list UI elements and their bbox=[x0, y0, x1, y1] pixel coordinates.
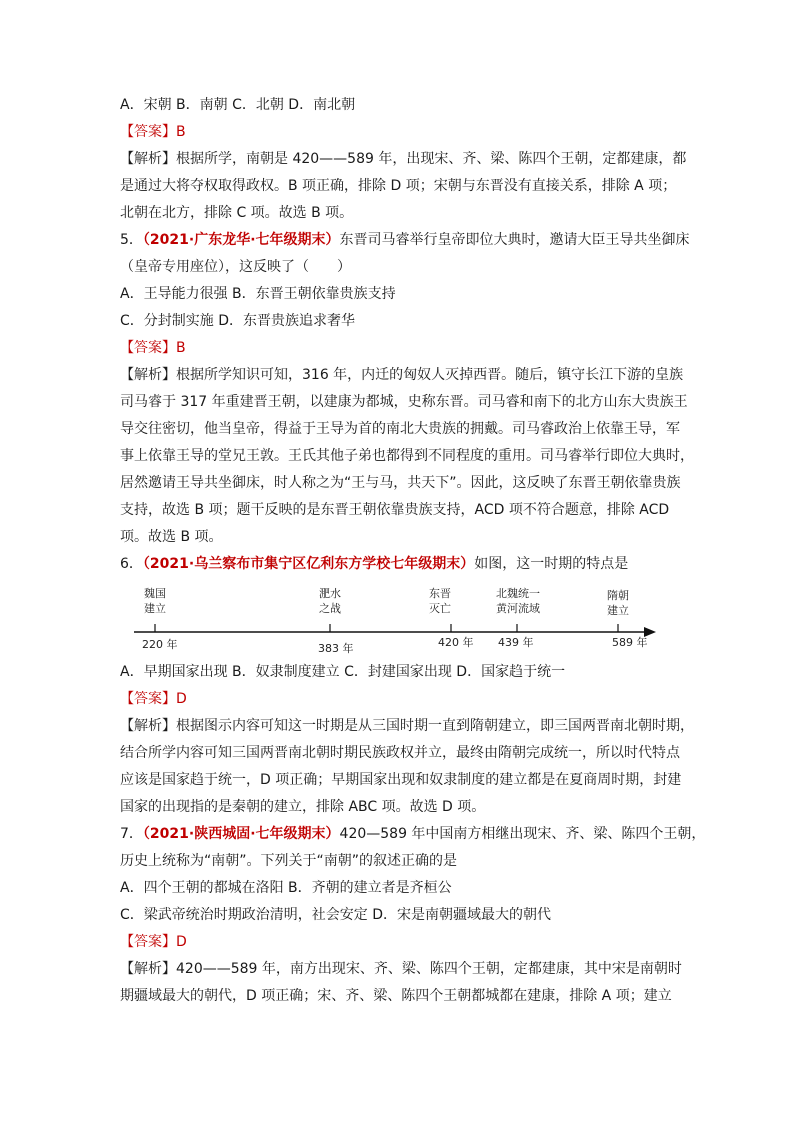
q5-answer: 【答案】B bbox=[120, 340, 186, 356]
event-4-line-2: 黄河流域 bbox=[496, 602, 540, 615]
q7-answer: 【答案】D bbox=[120, 934, 187, 950]
timeline-year-3: 420 年 bbox=[438, 636, 474, 649]
event-2-line-1: 淝水 bbox=[319, 587, 341, 600]
q7-analysis-line-1: 【解析】420——589 年，南方出现宋、齐、梁、陈四个王朝，定都建康，其中宋是南朝时 bbox=[120, 961, 682, 977]
timeline-event-3 bbox=[420, 586, 460, 616]
q7-stem-line-2: 历史上统称为“南朝”。下列关于“南朝”的叙述正确的是 bbox=[120, 853, 458, 869]
q7-options-line-2: C．梁武帝统治时期政治清明，社会安定 D．宋是南朝疆域最大的朝代 bbox=[120, 907, 552, 923]
event-4-line-1: 北魏统一 bbox=[496, 587, 540, 600]
q5-number: 5． bbox=[120, 232, 143, 248]
timeline-year-4: 439 年 bbox=[498, 636, 534, 649]
timeline-event-5 bbox=[598, 588, 638, 618]
q5-stem-line-1 bbox=[120, 230, 690, 250]
q5-source: （2021·广东龙华·七年级期末） bbox=[142, 232, 340, 248]
event-2-line-2: 之战 bbox=[319, 602, 341, 615]
q4-answer: 【答案】B bbox=[120, 124, 186, 140]
event-1-line-2: 建立 bbox=[144, 602, 166, 615]
q5-stem-text: 东晋司马睿举行皇帝即位大典时，邀请大臣王导共坐御床 bbox=[339, 232, 690, 248]
q6-analysis-line-2: 结合所学内容可知三国两晋南北朝时期民族政权并立，最终由隋朝完成统一，所以时代特点 bbox=[120, 745, 680, 761]
q4-analysis-line-3: 北朝在北方，排除 C 项。故选 B 项。 bbox=[120, 205, 354, 221]
event-3-line-2: 灭亡 bbox=[429, 602, 451, 615]
q6-answer: 【答案】D bbox=[120, 691, 187, 707]
q5-options-line-1: A．王导能力很强 B．东晋王朝依靠贵族支持 bbox=[120, 286, 396, 302]
q5-analysis-line-2: 司马睿于 317 年重建晋王朝，以建康为都城，史称东晋。司马睿和南下的北方山东大贵族王 bbox=[120, 394, 688, 410]
q5-analysis-line-7: 项。故选 B 项。 bbox=[120, 529, 223, 545]
q6-analysis-line-1: 【解析】根据图示内容可知这一时期是从三国时期一直到隋朝建立，即三国两晋南北朝时期， bbox=[120, 718, 694, 734]
q7-number: 7． bbox=[120, 826, 143, 842]
q6-number: 6． bbox=[120, 556, 143, 572]
q7-source: （2021·陕西城固·七年级期末） bbox=[142, 826, 340, 842]
q5-analysis-line-5: 居然邀请王导共坐御床，时人称之为“王与马，共天下”。因此，这反映了东晋王朝依靠贵族 bbox=[120, 475, 681, 491]
q7-analysis-line-2: 期疆域最大的朝代，D 项正确；宋、齐、梁、陈四个王朝都城都在建康，排除 A 项；建立 bbox=[120, 988, 672, 1004]
q6-analysis-line-4: 国家的出现指的是秦朝的建立，排除 ABC 项。故选 D 项。 bbox=[120, 799, 486, 815]
q7-stem-line-1 bbox=[120, 824, 705, 844]
q6-analysis-line-3: 应该是国家趋于统一，D 项正确；早期国家出现和奴隶制度的建立都是在夏商周时期，封建 bbox=[120, 772, 682, 788]
q6-stem bbox=[120, 554, 628, 574]
timeline-axis bbox=[120, 578, 680, 658]
q7-options-line-1: A．四个王朝的都城在洛阳 B．齐朝的建立者是齐桓公 bbox=[120, 880, 452, 896]
timeline-year-2: 383 年 bbox=[318, 642, 354, 655]
q4-analysis-line-2: 是通过大将夺权取得政权。B 项正确，排除 D 项；宋朝与东晋没有直接关系，排除 A 项； bbox=[120, 178, 677, 194]
q6-options: A．早期国家出现 B．奴隶制度建立 C．封建国家出现 D．国家趋于统一 bbox=[120, 664, 566, 680]
timeline-year-5: 589 年 bbox=[612, 636, 648, 649]
q5-analysis-line-4: 事上依靠王导的堂兄王敦。王氏其他子弟也都得到不同程度的重用。司马睿举行即位大典时， bbox=[120, 448, 694, 464]
q5-analysis-line-6: 支持，故选 B 项；题干反映的是东晋王朝依靠贵族支持，ACD 项不符合题意，排除 ACD bbox=[120, 502, 670, 518]
timeline-event-1 bbox=[135, 586, 175, 616]
event-5-line-1: 隋朝 bbox=[607, 589, 629, 602]
q7-stem-text: 420—589 年中国南方相继出现宋、齐、梁、陈四个王朝， bbox=[339, 826, 706, 842]
timeline-year-1: 220 年 bbox=[142, 638, 178, 651]
event-1-line-1: 魏国 bbox=[144, 587, 166, 600]
q4-options: A．宋朝 B．南朝 C．北朝 D．南北朝 bbox=[120, 97, 356, 113]
q6-stem-text: 如图，这一时期的特点是 bbox=[474, 556, 629, 572]
event-5-line-2: 建立 bbox=[607, 604, 629, 617]
timeline-event-4 bbox=[488, 586, 548, 616]
timeline-figure bbox=[120, 578, 680, 658]
q6-source: （2021·乌兰察布市集宁区亿利东方学校七年级期末） bbox=[142, 556, 475, 572]
q5-analysis-line-3: 导交往密切，他当皇帝，得益于王导为首的南北大贵族的拥戴。司马睿政治上依靠王导，军 bbox=[120, 421, 680, 437]
event-3-line-1: 东晋 bbox=[429, 587, 451, 600]
q5-stem-line-2: （皇帝专用座位），这反映了（ ） bbox=[120, 259, 351, 275]
timeline-event-2 bbox=[310, 586, 350, 616]
q5-options-line-2: C．分封制实施 D．东晋贵族追求奢华 bbox=[120, 313, 356, 329]
q4-analysis-line-1: 【解析】根据所学，南朝是 420——589 年，出现宋、齐、梁、陈四个王朝，定都建康，都 bbox=[120, 151, 687, 167]
q5-analysis-line-1: 【解析】根据所学知识可知，316 年，内迁的匈奴人灭掉西晋。随后，镇守长江下游的皇族 bbox=[120, 367, 684, 383]
